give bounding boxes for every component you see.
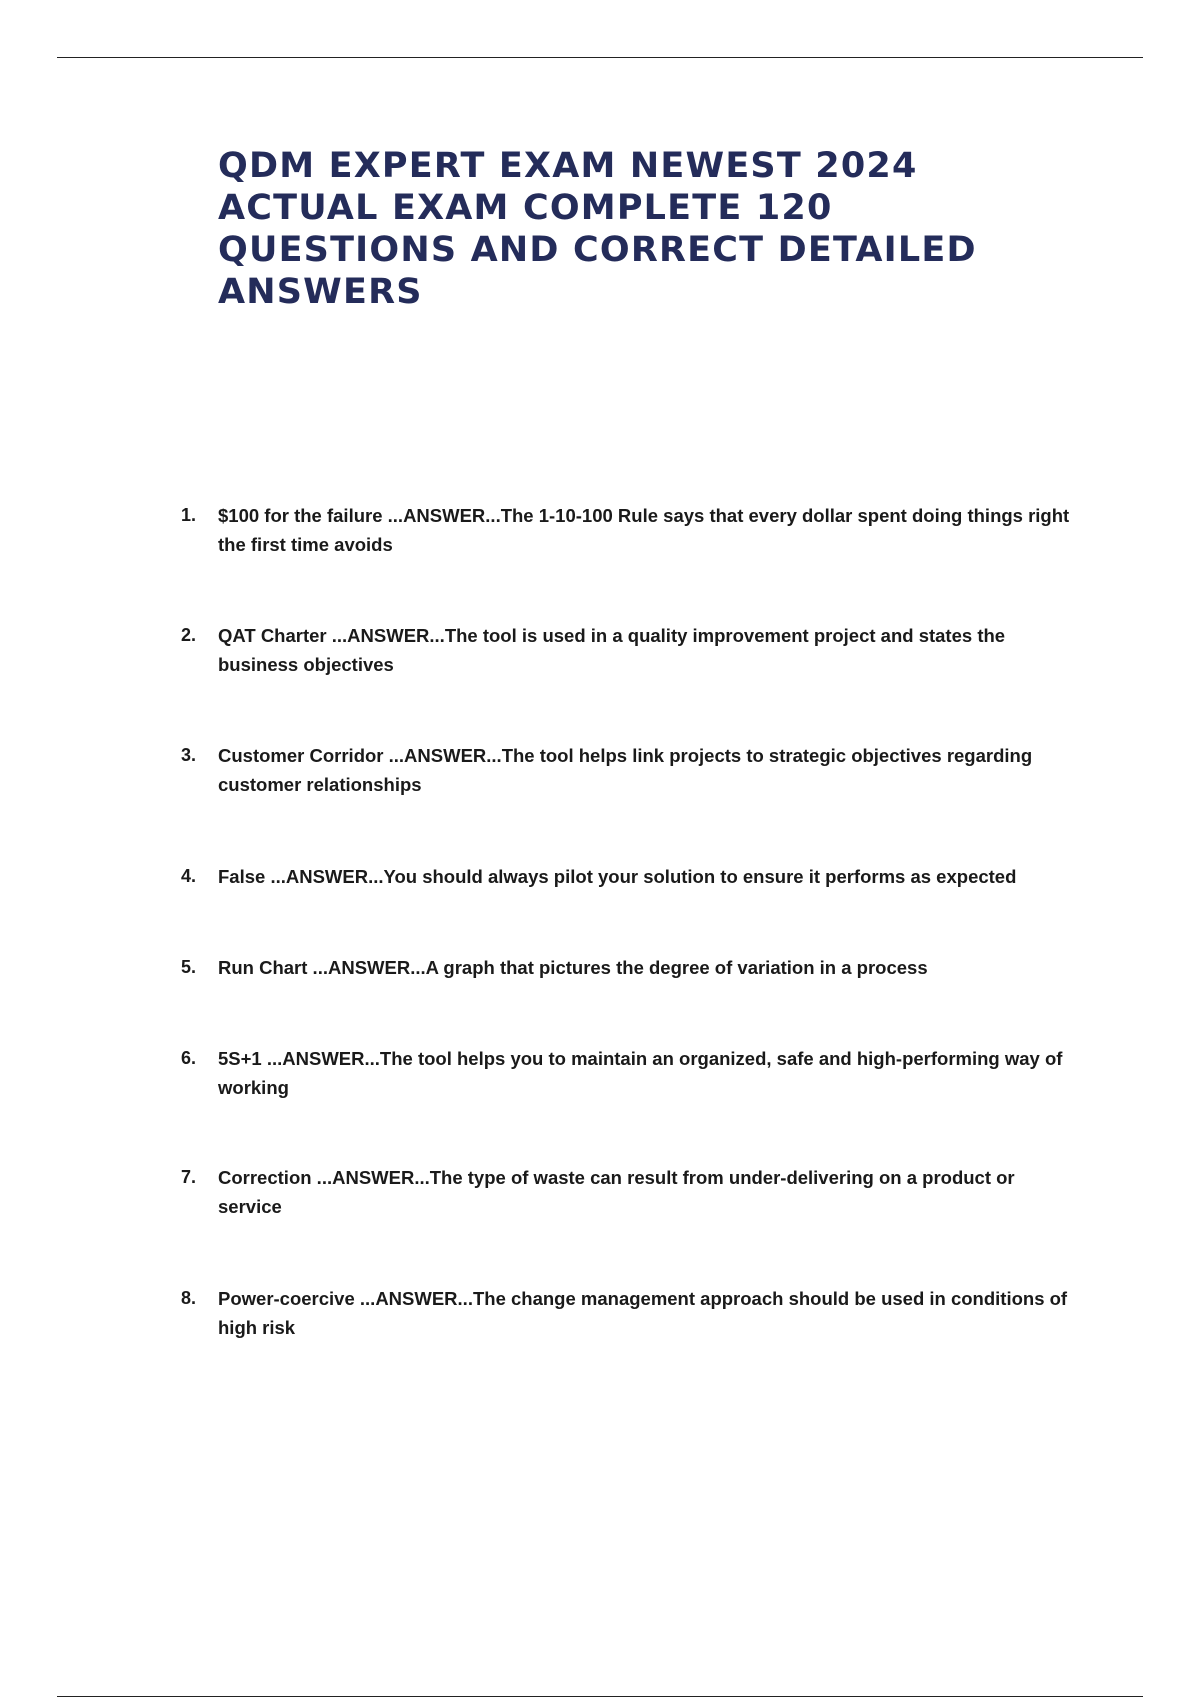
item-text: Run Chart ...ANSWER...A graph that pictures the degree of variation in a process [218,957,928,978]
item-number: 3. [181,745,197,765]
item-number: 2. [181,625,197,645]
item-number: 8. [181,1288,197,1308]
item-number: 5. [181,957,197,977]
item-text: Customer Corridor ...ANSWER...The tool helps link projects to strategic objectives regarding customer relationships [218,745,1033,795]
top-rule [57,57,1143,58]
document-title: QDM EXPERT EXAM NEWEST 2024 ACTUAL EXAM COMPLETE 120 QUESTIONS AND CORRECT DETAILED ANSWERS [218,146,977,312]
item-text: Correction ...ANSWER...The type of waste can result from under-delivering on a product or service [218,1167,1015,1217]
bottom-rule [57,1696,1143,1697]
item-text: 5S+1 ...ANSWER...The tool helps you to maintain an organized, safe and high-performing way of working [218,1048,1063,1098]
item-number: 6. [181,1048,197,1068]
item-number: 1. [181,505,197,525]
item-number: 7. [181,1167,197,1187]
item-text: $100 for the failure ...ANSWER...The 1-10-100 Rule says that every dollar spent doing things right the first time avoids [218,505,1070,555]
item-text: Power-coercive ...ANSWER...The change management approach should be used in conditions of high risk [218,1288,1068,1338]
item-text: False ...ANSWER...You should always pilot your solution to ensure it performs as expected [218,866,1017,887]
item-text: QAT Charter ...ANSWER...The tool is used in a quality improvement project and states the business objectives [218,625,1006,675]
item-number: 4. [181,866,197,886]
